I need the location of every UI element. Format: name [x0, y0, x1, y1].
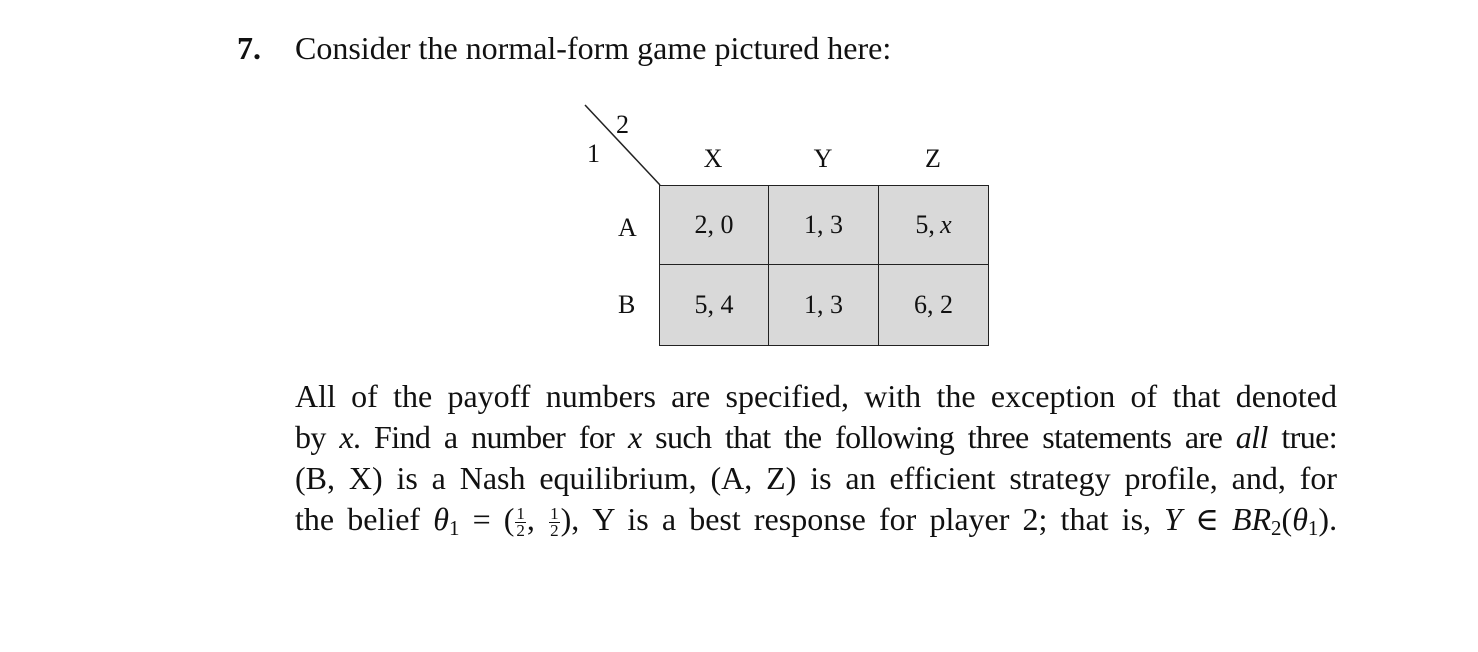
payoff-cell-a-x: 2, 0	[660, 186, 769, 265]
row-label-b: B	[618, 290, 636, 319]
problem-prompt: Consider the normal-form game pictured here:	[295, 30, 892, 66]
column-header-z: Z	[925, 144, 941, 173]
payoff-cell-a-y: 1, 3	[769, 186, 879, 265]
problem-body	[295, 376, 1337, 549]
payoff-cell-b-z: 6, 2	[914, 290, 953, 319]
row-label-a: A	[618, 213, 637, 242]
body-line-4: the belief $\theta_1$ = ( $\frac{1}{2}$ , $\frac{1}{2}$ ), Y is a best response for player 2; that is, Y ∈ $BR_2(\theta_1)$.	[295, 501, 1338, 541]
fraction-one-half: $\frac{1}{2}$	[550, 504, 559, 541]
player-1-label: 1	[587, 139, 600, 168]
body-line-1: All of the payoff numbers are specified, with the exception of that denoted	[295, 378, 1337, 414]
column-header-y: Y	[813, 144, 833, 173]
body-line-2: by x. Find a number for x such that the following three statements are all true:	[295, 419, 1338, 455]
unknown-payoff-x: x	[940, 210, 952, 239]
column-header-x: X	[703, 144, 723, 173]
player-2-label: 2	[616, 110, 629, 139]
problem-number: 7.	[237, 30, 261, 66]
body-line-3: (B, X) is a Nash equilibrium, (A, Z) is an efficient strategy profile, and, for	[295, 460, 1337, 496]
fraction-one-half: $\frac{1}{2}$	[516, 504, 525, 541]
payoff-cell-a-z: 5, x	[879, 186, 988, 265]
payoff-matrix	[659, 185, 989, 346]
payoff-cell-b-x: 5, 4	[660, 265, 769, 345]
payoff-cell-b-y: 1, 3	[769, 265, 879, 345]
